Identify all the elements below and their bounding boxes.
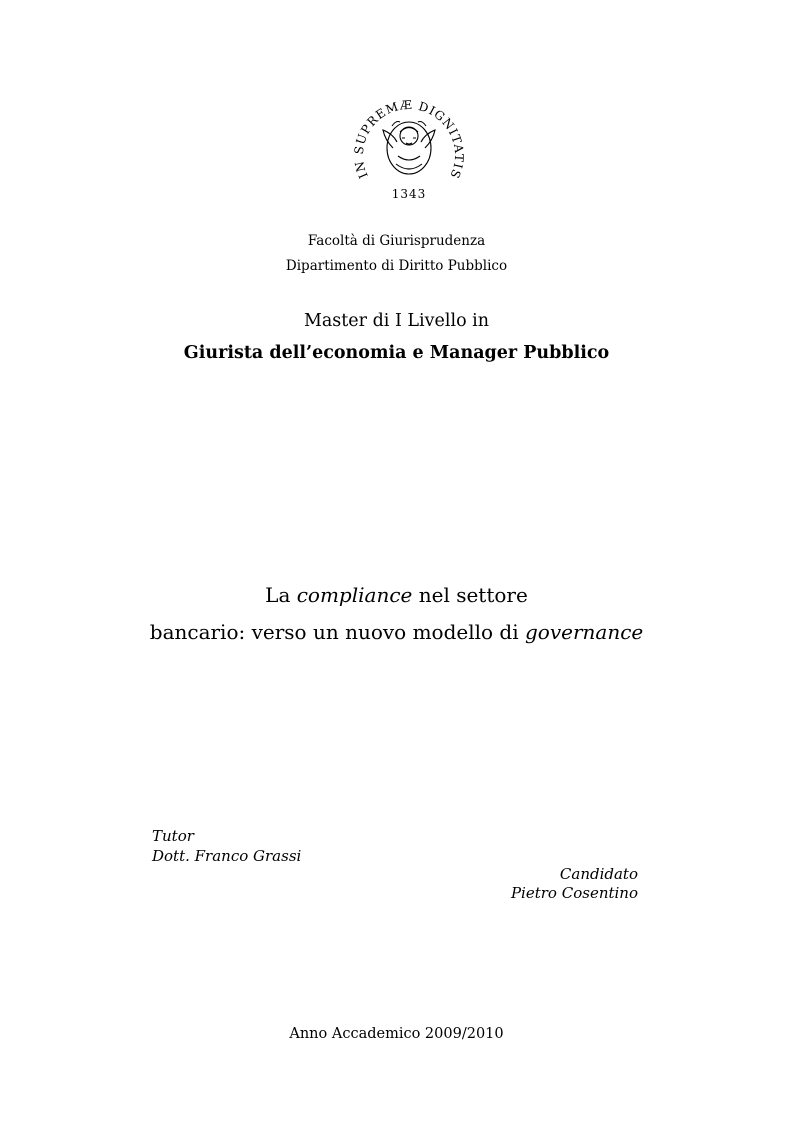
thesis-title-line-1-suffix: nel settore bbox=[412, 583, 528, 607]
thesis-title-line-1 bbox=[0, 583, 793, 607]
master-name: Giurista dell’economia e Manager Pubblico bbox=[183, 343, 610, 363]
seal-year: 1343 bbox=[391, 187, 427, 201]
candidate-name: Pietro Cosentino bbox=[510, 884, 638, 902]
university-seal bbox=[348, 86, 470, 208]
thesis-title-line-2-prefix: bancario: verso un nuovo modello di bbox=[149, 620, 525, 644]
academic-year: Anno Accademico 2009/2010 bbox=[289, 1026, 504, 1042]
faculty-name: Facoltà di Giurisprudenza bbox=[307, 233, 486, 249]
master-level: Master di I Livello in bbox=[303, 311, 490, 331]
seal-figure-icon bbox=[383, 122, 435, 175]
thesis-title-line-2-italic: governance bbox=[524, 620, 644, 644]
tutor-role: Tutor bbox=[152, 827, 194, 845]
thesis-title-line-1-italic: compliance bbox=[296, 583, 413, 607]
candidate-role: Candidato bbox=[559, 865, 638, 883]
tutor-name: Dott. Franco Grassi bbox=[152, 847, 302, 865]
seal-motto: IN SUPREMÆ DIGNITATIS bbox=[351, 97, 467, 182]
thesis-title-line-1-prefix: La bbox=[265, 583, 297, 607]
department-name: Dipartimento di Diritto Pubblico bbox=[285, 258, 508, 274]
thesis-title-line-2 bbox=[0, 620, 793, 644]
